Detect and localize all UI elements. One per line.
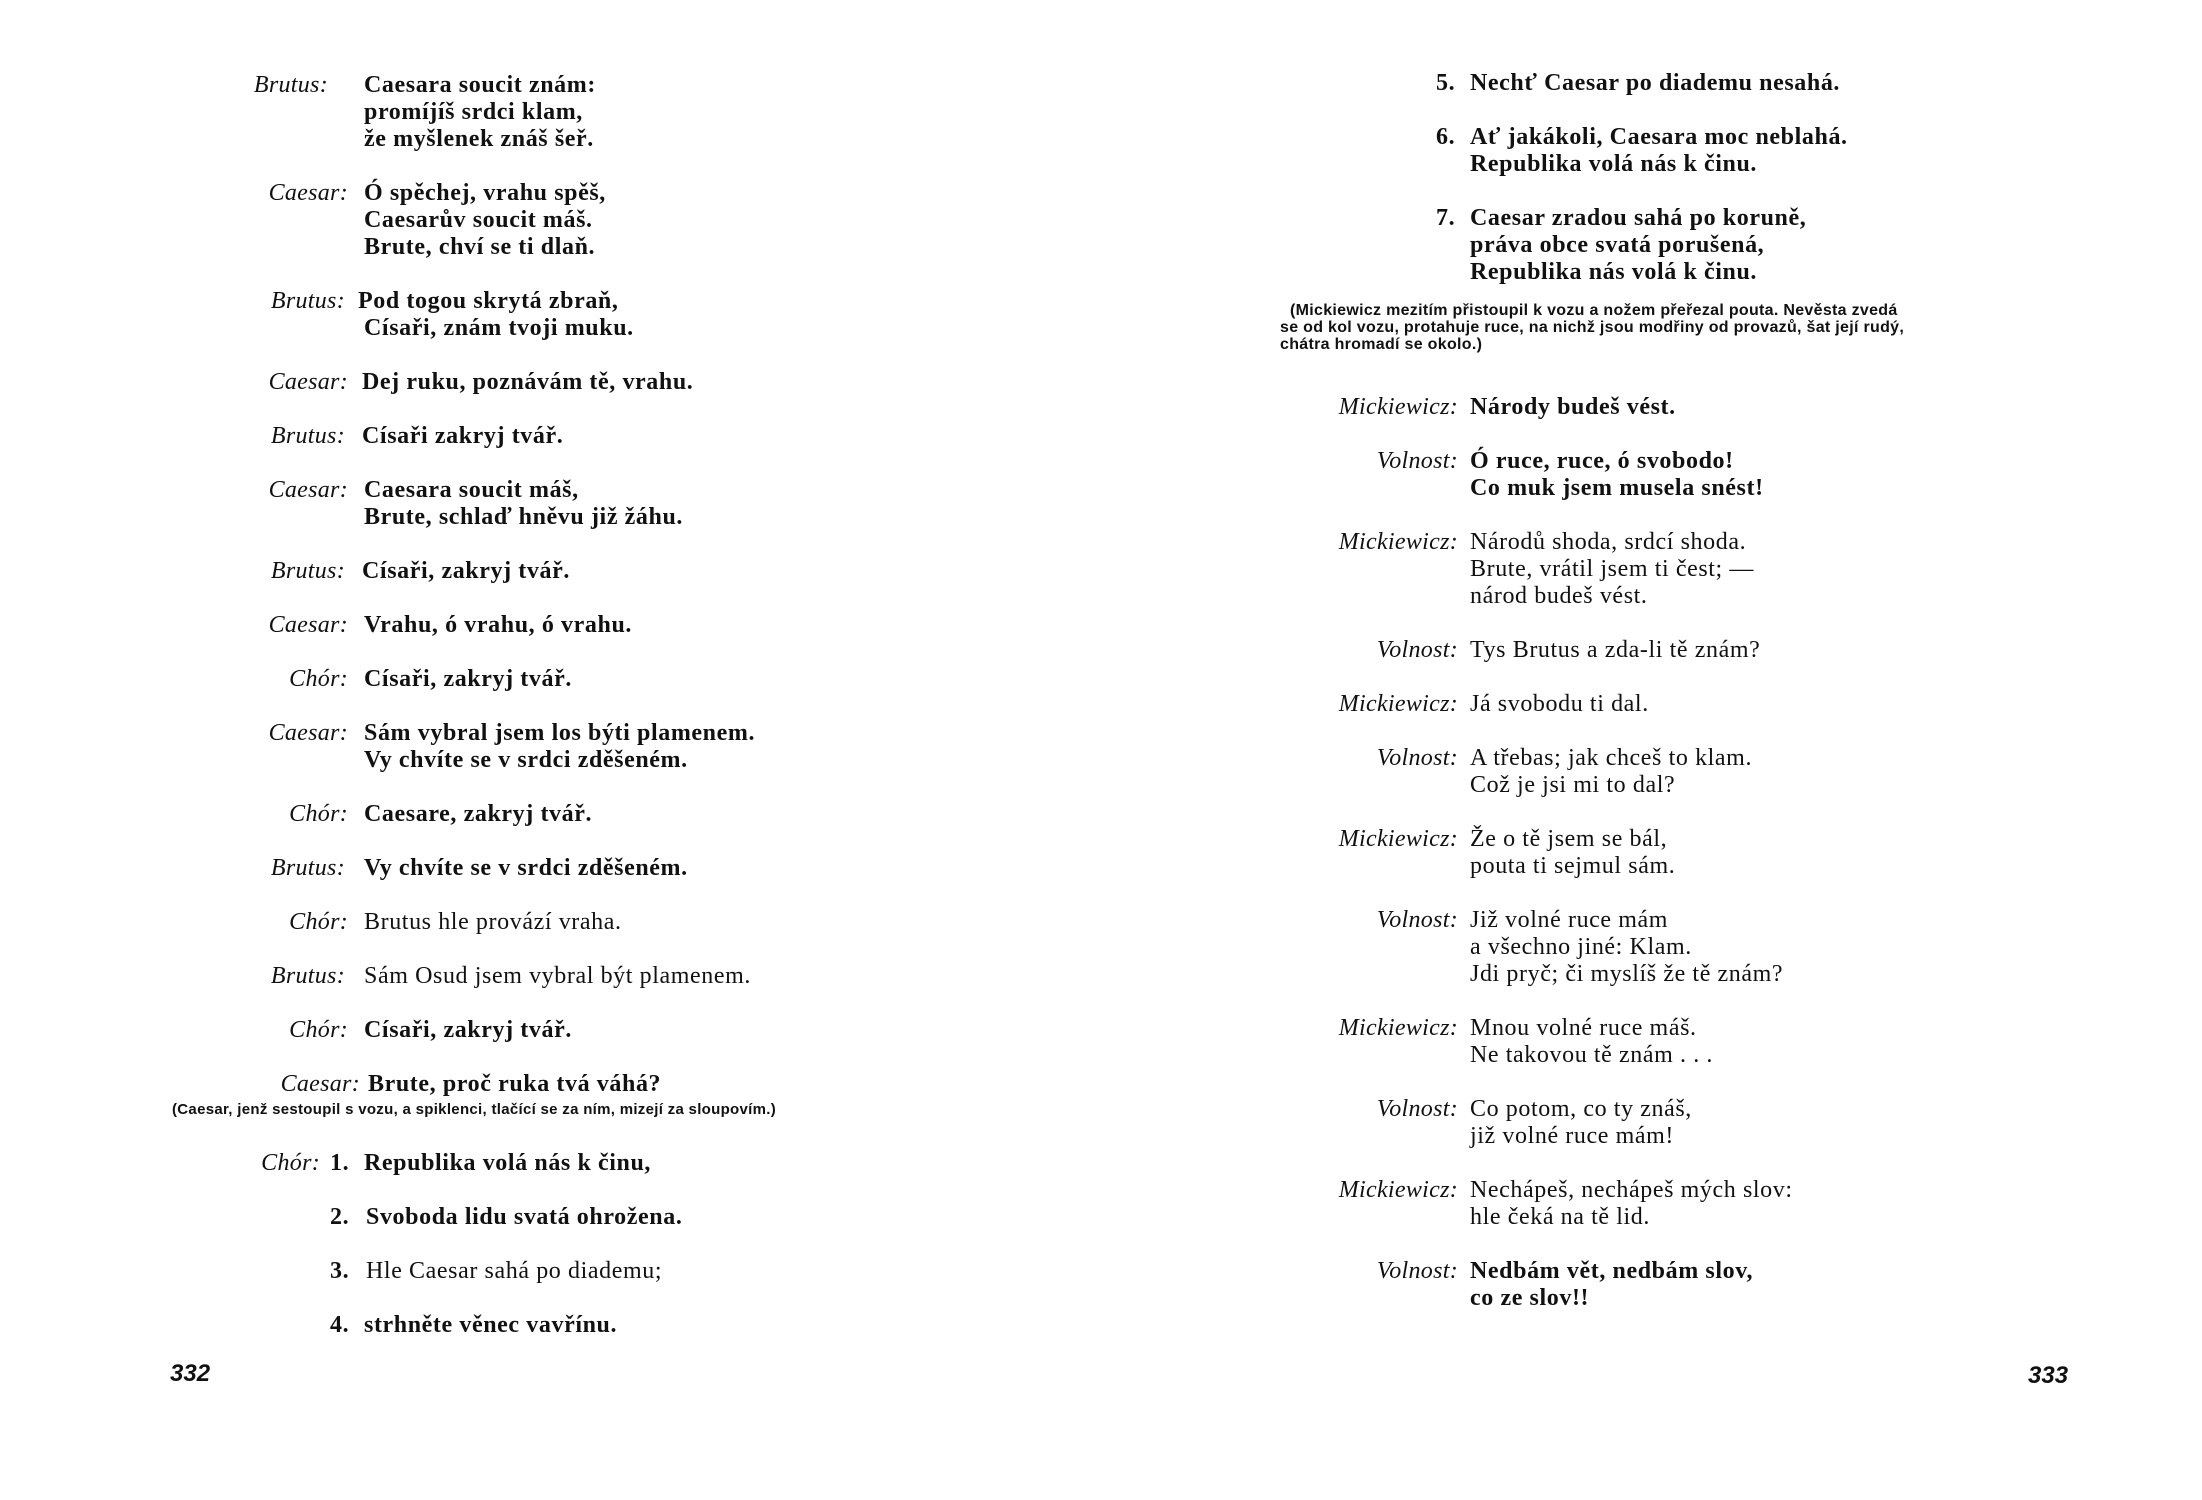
verse-line: Že o tě jsem se bál, [1470, 826, 1668, 852]
speaker-label: Mickiewicz: [1338, 1015, 1458, 1041]
verse-line: Císaři, zakryj tvář. [362, 558, 570, 584]
verse-line: Brute, chví se ti dlaň. [364, 234, 596, 260]
verse-line: Již volné ruce mám [1470, 907, 1669, 933]
verse-line: Caesar zradou sahá po koruně, [1470, 205, 1807, 231]
verse-line: Ne takovou tě znám . . . [1470, 1042, 1713, 1068]
verse-line: Pod togou skrytá zbraň, [358, 288, 619, 314]
verse-line: Ať jakákoli, Caesara moc neblahá. [1470, 124, 1848, 150]
verse-line: co ze slov!! [1470, 1285, 1590, 1311]
speaker-label: Volnost: [1376, 745, 1458, 771]
verse-line: Brute, proč ruka tvá váhá? [368, 1071, 662, 1097]
verse-line: Národů shoda, srdcí shoda. [1470, 529, 1747, 555]
verse-line: Svoboda lidu svatá ohrožena. [366, 1204, 683, 1230]
verse-line: práva obce svatá porušená, [1470, 232, 1765, 258]
verse-line: Caesarův soucit máš. [364, 207, 593, 233]
speaker-label: Caesar: [268, 720, 348, 746]
chorus-number: 7. [1436, 205, 1456, 231]
speaker-label: Chór: [289, 1017, 348, 1043]
verse-line: Císaři, zakryj tvář. [364, 1017, 572, 1043]
verse-line: Nedbám vět, nedbám slov, [1470, 1258, 1754, 1284]
verse-line: strhněte věnec vavřínu. [364, 1312, 618, 1338]
verse-line: Tys Brutus a zda-li tě znám? [1470, 637, 1761, 663]
verse-line: Hle Caesar sahá po diademu; [366, 1258, 663, 1284]
speaker-label: Chór: [289, 909, 348, 935]
verse-line: Nechápeš, nechápeš mých slov: [1470, 1177, 1793, 1203]
verse-line: Caesara soucit znám: [364, 72, 596, 98]
verse-line: Já svobodu ti dal. [1470, 691, 1649, 717]
verse-line: již volné ruce mám! [1470, 1123, 1674, 1149]
speaker-label: Chór: [289, 801, 348, 827]
speaker-label: Brutus: [270, 558, 345, 584]
page-number: 333 [2028, 1362, 2069, 1389]
speaker-label: Volnost: [1376, 1096, 1458, 1122]
speaker-label: Caesar: [268, 180, 348, 206]
verse-line: Brute, schlaď hněvu již žáhu. [364, 504, 684, 530]
verse-line: Republika nás volá k činu. [1470, 259, 1758, 285]
verse-line: Co potom, co ty znáš, [1470, 1096, 1692, 1122]
verse-line: Vy chvíte se v srdci zděšeném. [364, 855, 688, 881]
verse-line: národ budeš vést. [1470, 583, 1648, 609]
verse-line: a všechno jiné: Klam. [1470, 934, 1692, 960]
verse-line: Mnou volné ruce máš. [1470, 1015, 1697, 1041]
verse-line: Caesara soucit máš, [364, 477, 579, 503]
verse-line: Brute, vrátil jsem ti čest; — [1470, 556, 1755, 582]
verse-line: Republika volá nás k činu. [1470, 151, 1758, 177]
speaker-label: Mickiewicz: [1338, 1177, 1458, 1203]
right-page [1100, 0, 2202, 1500]
speaker-label: Brutus: [270, 855, 345, 881]
stage-direction: (Caesar, jenž sestoupil s vozu, a spiklenci, tlačící se za ním, mizejí za sloupovím.) [172, 1101, 777, 1118]
speaker-label: Caesar: [268, 369, 348, 395]
verse-line: Císaři, zakryj tvář. [364, 666, 572, 692]
speaker-label: Chór: [289, 666, 348, 692]
verse-line: pouta ti sejmul sám. [1470, 853, 1676, 879]
verse-line: Císaři zakryj tvář. [362, 423, 564, 449]
chorus-number: 1. [330, 1150, 350, 1176]
verse-line: Ó spěchej, vrahu spěš, [364, 180, 606, 206]
speaker-label: Volnost: [1376, 637, 1458, 663]
verse-line: promíjíš srdci klam, [364, 99, 583, 125]
verse-line: Ó ruce, ruce, ó svobodo! [1470, 448, 1734, 474]
verse-line: Vy chvíte se v srdci zděšeném. [364, 747, 688, 773]
speaker-label: Chór: [261, 1150, 320, 1176]
verse-line: Sám vybral jsem los býti plamenem. [364, 720, 756, 746]
verse-line: hle čeká na tě lid. [1470, 1204, 1650, 1230]
verse-line: Císaři, znám tvoji muku. [364, 315, 634, 341]
stage-direction: chátra hromadí se okolo.) [1280, 336, 1483, 353]
verse-line: Jdi pryč; či myslíš že tě znám? [1470, 961, 1784, 987]
speaker-label: Brutus: [270, 288, 345, 314]
verse-line: Brutus hle provází vraha. [364, 909, 622, 935]
chorus-number: 6. [1436, 124, 1456, 150]
speaker-label: Brutus: [270, 423, 345, 449]
chorus-number: 4. [330, 1312, 350, 1338]
verse-line: A třebas; jak chceš to klam. [1470, 745, 1753, 771]
verse-line: Co muk jsem musela snést! [1470, 475, 1764, 501]
speaker-label: Caesar: [268, 612, 348, 638]
stage-direction: (Mickiewicz mezitím přistoupil k vozu a nožem přeřezal pouta. Nevěsta zvedá [1290, 302, 1898, 319]
speaker-label: Mickiewicz: [1338, 529, 1458, 555]
speaker-label: Brutus: [253, 72, 328, 98]
speaker-label: Volnost: [1376, 448, 1458, 474]
verse-line: Sám Osud jsem vybral být plamenem. [364, 963, 752, 989]
verse-line: Republika volá nás k činu, [364, 1150, 652, 1176]
chorus-number: 3. [330, 1258, 350, 1284]
verse-line: Národy budeš vést. [1470, 394, 1676, 420]
verse-line: Vrahu, ó vrahu, ó vrahu. [364, 612, 632, 638]
speaker-label: Caesar: [280, 1071, 360, 1097]
page-number: 332 [170, 1360, 211, 1387]
left-page [0, 0, 1100, 1500]
speaker-label: Volnost: [1376, 1258, 1458, 1284]
verse-line: Což je jsi mi to dal? [1470, 772, 1676, 798]
speaker-label: Caesar: [268, 477, 348, 503]
speaker-label: Volnost: [1376, 907, 1458, 933]
speaker-label: Mickiewicz: [1338, 394, 1458, 420]
speaker-label: Brutus: [270, 963, 345, 989]
verse-line: Nechť Caesar po diademu nesahá. [1470, 70, 1841, 96]
stage-direction: se od kol vozu, protahuje ruce, na nichž jsou modřiny od provazů, šat její rudý, [1280, 319, 1905, 336]
chorus-number: 2. [330, 1204, 350, 1230]
verse-line: Caesare, zakryj tvář. [364, 801, 593, 827]
chorus-number: 5. [1436, 70, 1456, 96]
verse-line: Dej ruku, poznávám tě, vrahu. [362, 369, 694, 395]
speaker-label: Mickiewicz: [1338, 826, 1458, 852]
speaker-label: Mickiewicz: [1338, 691, 1458, 717]
verse-line: že myšlenek znáš šeř. [364, 126, 594, 152]
